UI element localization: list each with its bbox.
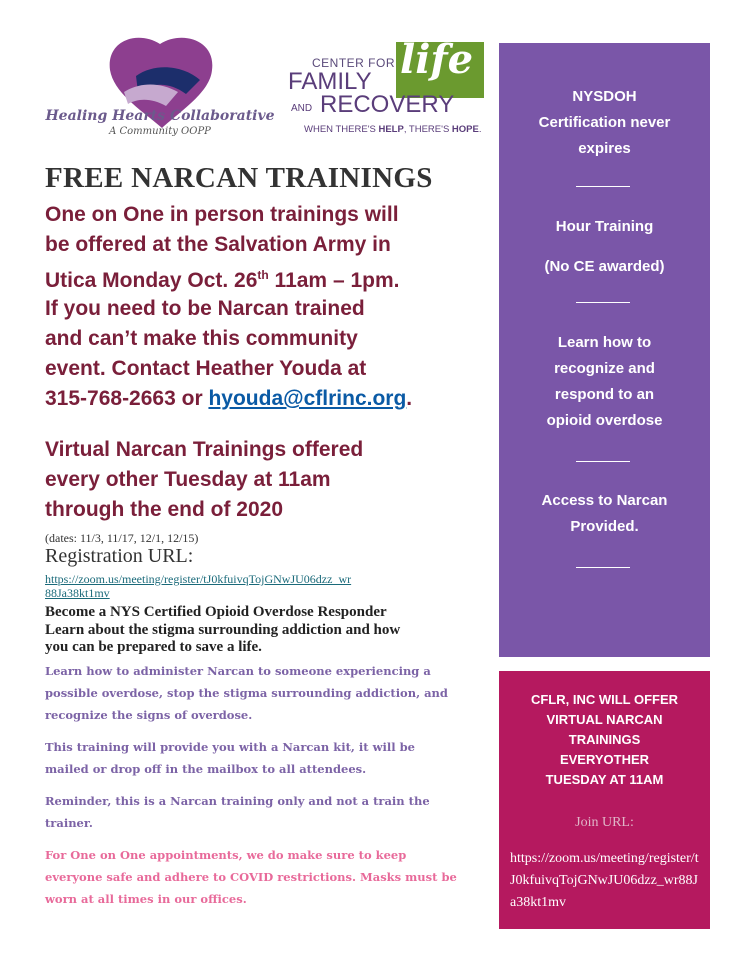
administer-paragraph: Learn how to administer Narcan to someone experiencing a possible overdose, stop the stigma surrounding addiction, and recognize the signs of overdose. <box>45 664 448 722</box>
sidebar-hour-training: Hour Training <box>555 218 654 235</box>
certified-line: Become a NYS Certified Opioid Overdose Responder <box>45 604 387 620</box>
sidebar-access: Access to Narcan Provided. <box>541 492 668 535</box>
contact-line-1: If you need to be Narcan trained <box>45 297 365 320</box>
cflr-life-word: life <box>400 36 474 83</box>
inperson-line-1: One on One in person trainings will <box>45 203 399 226</box>
cflr-family: FAMILY <box>288 68 372 95</box>
registration-url-link[interactable]: https://zoom.us/meeting/register/tJ0kfuivqTojGNwJU06dzz_wr 88Ja38kt1mv <box>45 572 352 600</box>
contact-line-2: and can’t make this community <box>45 327 358 350</box>
virtual-line-1: Virtual Narcan Trainings offered <box>45 438 364 461</box>
cflr-recovery: RECOVERY <box>320 91 455 118</box>
inperson-line-3: Utica Monday Oct. 26th 11am – 1pm. <box>45 268 400 292</box>
covid-paragraph: For One on One appointments, we do make sure to keep everyone safe and adhere to COVID restrictions. Masks must be worn at all times in our offices. <box>45 848 457 906</box>
sidebar-divider <box>576 461 630 462</box>
contact-email-link[interactable]: hyouda@cflrinc.org <box>208 387 407 410</box>
stigma-line-1: Learn about the stigma surrounding addiction and how <box>45 622 401 638</box>
kit-paragraph: This training will provide you with a Narcan kit, it will be mailed or drop off in the mailbox to all attendees. <box>45 740 415 776</box>
join-url-label: Join URL: <box>575 815 634 830</box>
healing-hearts-subtitle: A Community OOPP <box>109 126 211 137</box>
stigma-line-2: you can be prepared to save a life. <box>45 639 262 655</box>
reminder-paragraph: Reminder, this is a Narcan training only and not a train the trainer. <box>45 794 430 830</box>
virtual-line-3: through the end of 2020 <box>45 498 284 521</box>
virtual-training-heading: CFLR, INC WILL OFFER VIRTUAL NARCAN TRAININGS EVERYOTHER TUESDAY AT 11AM <box>530 692 679 787</box>
registration-label: Registration URL: <box>45 545 194 567</box>
training-dates: (dates: 11/3, 11/17, 12/1, 12/15) <box>45 531 199 545</box>
sidebar-divider <box>576 567 630 568</box>
virtual-line-2: every other Tuesday at 11am <box>45 468 331 491</box>
sidebar-certification: NYSDOH Certification never expires <box>538 88 671 157</box>
cflr-and: AND <box>291 103 313 114</box>
sidebar-learn: Learn how to recognize and respond to an opioid overdose <box>546 334 663 429</box>
contact-line-3: event. Contact Heather Youda at <box>45 357 367 380</box>
page-title: FREE NARCAN TRAININGS <box>45 162 433 194</box>
join-url-link[interactable]: https://zoom.us/meeting/register/tJ0kfuivqTojGNwJU06dzz_wr88Ja38kt1mv <box>510 851 699 910</box>
inperson-line-2: be offered at the Salvation Army in <box>45 233 391 256</box>
cflr-center-for: CENTER FOR <box>312 56 395 70</box>
sidebar-divider <box>576 186 630 187</box>
cflr-tagline: WHEN THERE'S HELP, THERE'S HOPE. <box>304 124 482 135</box>
sidebar-no-ce: (No CE awarded) <box>544 258 665 275</box>
contact-line-4: 315-768-2663 or hyouda@cflrinc.org. <box>45 387 413 410</box>
healing-hearts-name: Healing Hearts Collaborative <box>45 108 275 124</box>
sidebar-divider <box>576 302 630 303</box>
